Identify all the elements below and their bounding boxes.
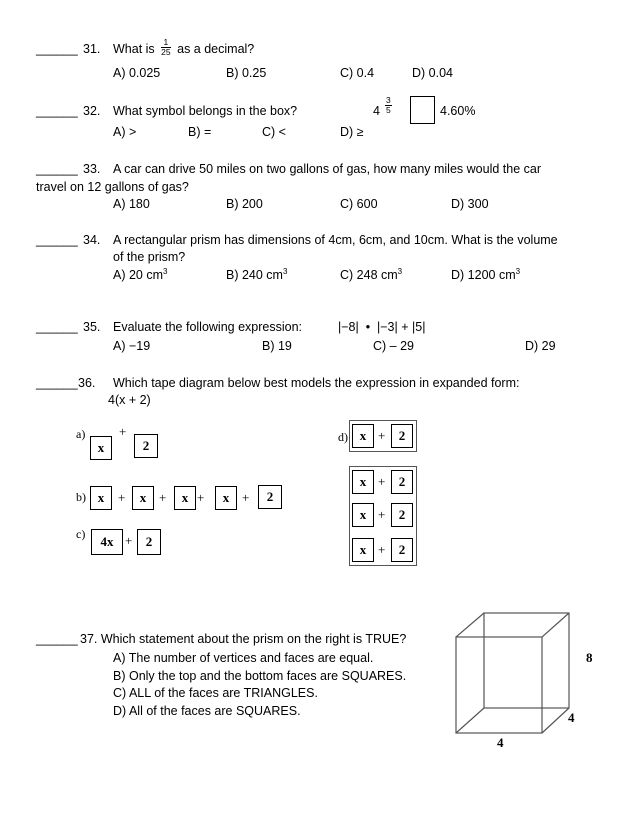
choice-a[interactable]: A) The number of vertices and faces are equal.	[113, 651, 374, 665]
tape-box-x: x	[352, 503, 374, 527]
choice-c[interactable]: C) 600	[340, 197, 378, 211]
choice-d[interactable]: D) ≥	[340, 125, 364, 139]
option-label: c)	[76, 527, 86, 541]
tape-box-2: 2	[391, 470, 413, 494]
question-text-line1: A car can drive 50 miles on two gallons of gas, how many miles would the car	[113, 162, 541, 176]
plus-sign: +	[378, 507, 386, 522]
option-label: a)	[76, 427, 86, 441]
expression: |−8| • |−3| + |5|	[338, 320, 426, 334]
question-text	[113, 36, 255, 57]
tape-box-x: x	[90, 486, 112, 510]
prism-back-face	[484, 613, 569, 708]
question-text-line2: travel on 12 gallons of gas?	[36, 180, 189, 194]
tape-box-4x: 4x	[91, 529, 123, 555]
choice-a[interactable]	[113, 268, 167, 282]
plus-sign: +	[197, 490, 205, 505]
tape-box-2: 2	[391, 538, 413, 562]
choice-d[interactable]: D) 300	[451, 197, 489, 211]
question-text-line2: of the prism?	[113, 250, 186, 264]
question-text-pre: What is	[113, 42, 155, 56]
answer-blank-31[interactable]: ______	[36, 42, 78, 56]
fraction-numerator: 3	[386, 95, 391, 105]
fraction-numerator: 1	[161, 38, 170, 48]
option-label: d)	[338, 430, 348, 444]
fraction-denominator: 25	[161, 46, 171, 57]
prism-edge	[542, 613, 569, 637]
choice-a[interactable]: A) 180	[113, 197, 150, 211]
tape-box-x: x	[132, 486, 154, 510]
prism-edge	[456, 708, 484, 733]
tape-box-x: x	[90, 436, 112, 460]
plus-sign: +	[118, 490, 126, 505]
choice-b[interactable]: B) =	[188, 125, 212, 139]
tape-box-2: 2	[258, 485, 282, 509]
choice-b[interactable]: B) 0.25	[226, 66, 267, 80]
choice-d-text: D) 1200 cm	[451, 268, 516, 282]
tape-box-x: x	[215, 486, 237, 510]
choice-b[interactable]	[226, 268, 287, 282]
answer-blank-36[interactable]: ______	[36, 376, 78, 390]
symbol-answer-box[interactable]	[410, 96, 435, 124]
exponent: 3	[282, 266, 288, 276]
tape-box-x: x	[352, 470, 374, 494]
question-number: 32.	[83, 104, 101, 118]
tape-box-2: 2	[134, 434, 158, 458]
choice-d[interactable]: D) All of the faces are SQUARES.	[113, 704, 301, 718]
choice-d[interactable]: D) 0.04	[412, 66, 453, 80]
question-number: 34.	[83, 233, 101, 247]
choice-a[interactable]: A) 0.025	[113, 66, 161, 80]
question-number: 31.	[83, 42, 101, 56]
choice-c[interactable]: C) ALL of the faces are TRIANGLES.	[113, 686, 318, 700]
answer-blank-33[interactable]: ______	[36, 162, 78, 176]
expression: 4(x + 2)	[108, 393, 151, 407]
tape-box-2: 2	[137, 529, 161, 555]
choice-d[interactable]	[451, 268, 520, 282]
answer-blank-35[interactable]: ______	[36, 320, 78, 334]
mixed-number-whole: 4	[373, 104, 380, 118]
exponent: 3	[515, 266, 521, 276]
exponent: 3	[163, 266, 168, 276]
plus-sign: +	[125, 533, 133, 548]
answer-blank-34[interactable]: ______	[36, 233, 78, 247]
answer-blank-32[interactable]: ______	[36, 104, 78, 118]
choice-a[interactable]: A) −19	[113, 339, 151, 353]
question-text-post: as a decimal?	[177, 42, 255, 56]
question-text: What symbol belongs in the box?	[113, 104, 298, 118]
tape-box-x: x	[352, 538, 374, 562]
choice-b-text: B) 240 cm	[226, 268, 283, 282]
dimension-width-label: 4	[497, 735, 504, 750]
choice-c[interactable]	[340, 268, 402, 282]
exponent: 3	[397, 266, 403, 276]
tape-box-x: x	[174, 486, 196, 510]
dimension-height-label: 8	[586, 650, 593, 665]
percent-value: 4.60%	[440, 104, 476, 118]
choice-b[interactable]: B) Only the top and the bottom faces are SQUARES.	[113, 669, 407, 683]
fraction-denominator: 5	[386, 105, 391, 115]
choice-c[interactable]: C) – 29	[373, 339, 414, 353]
plus-sign: +	[159, 490, 167, 505]
tape-box-2: 2	[391, 424, 413, 448]
question-text: Which tape diagram below best models the expression in expanded form:	[113, 376, 520, 390]
prism-edge	[542, 708, 569, 733]
answer-blank-37[interactable]: ______	[36, 632, 78, 646]
plus-sign: +	[242, 490, 250, 505]
prism-front-face	[456, 637, 542, 733]
option-label: b)	[76, 490, 86, 504]
choice-c[interactable]: C) <	[262, 125, 286, 139]
question-text-line1: A rectangular prism has dimensions of 4cm, 6cm, and 10cm. What is the volume	[113, 233, 558, 247]
question-number: 35.	[83, 320, 101, 334]
tape-box-x: x	[352, 424, 374, 448]
plus-sign: +	[119, 424, 127, 439]
fraction	[385, 96, 392, 115]
question-number: 36.	[78, 376, 96, 390]
question-text: Evaluate the following expression:	[113, 320, 303, 334]
choice-b[interactable]: B) 200	[226, 197, 263, 211]
prism-edge	[456, 613, 484, 637]
question-number: 33.	[83, 162, 101, 176]
choice-c-text: C) 248 cm	[340, 268, 398, 282]
choice-d[interactable]: D) 29	[525, 339, 556, 353]
choice-a[interactable]: A) >	[113, 125, 137, 139]
plus-sign: +	[378, 542, 386, 557]
choice-c[interactable]: C) 0.4	[340, 66, 375, 80]
choice-a-text: A) 20 cm	[113, 268, 164, 282]
fraction	[161, 38, 170, 57]
rectangular-prism-figure	[448, 605, 578, 735]
tape-box-2: 2	[391, 503, 413, 527]
dimension-depth-label: 4	[568, 710, 575, 725]
question-text: 37. Which statement about the prism on the right is TRUE?	[80, 632, 407, 646]
choice-b[interactable]: B) 19	[262, 339, 292, 353]
plus-sign: +	[378, 474, 386, 489]
plus-sign: +	[378, 428, 386, 443]
